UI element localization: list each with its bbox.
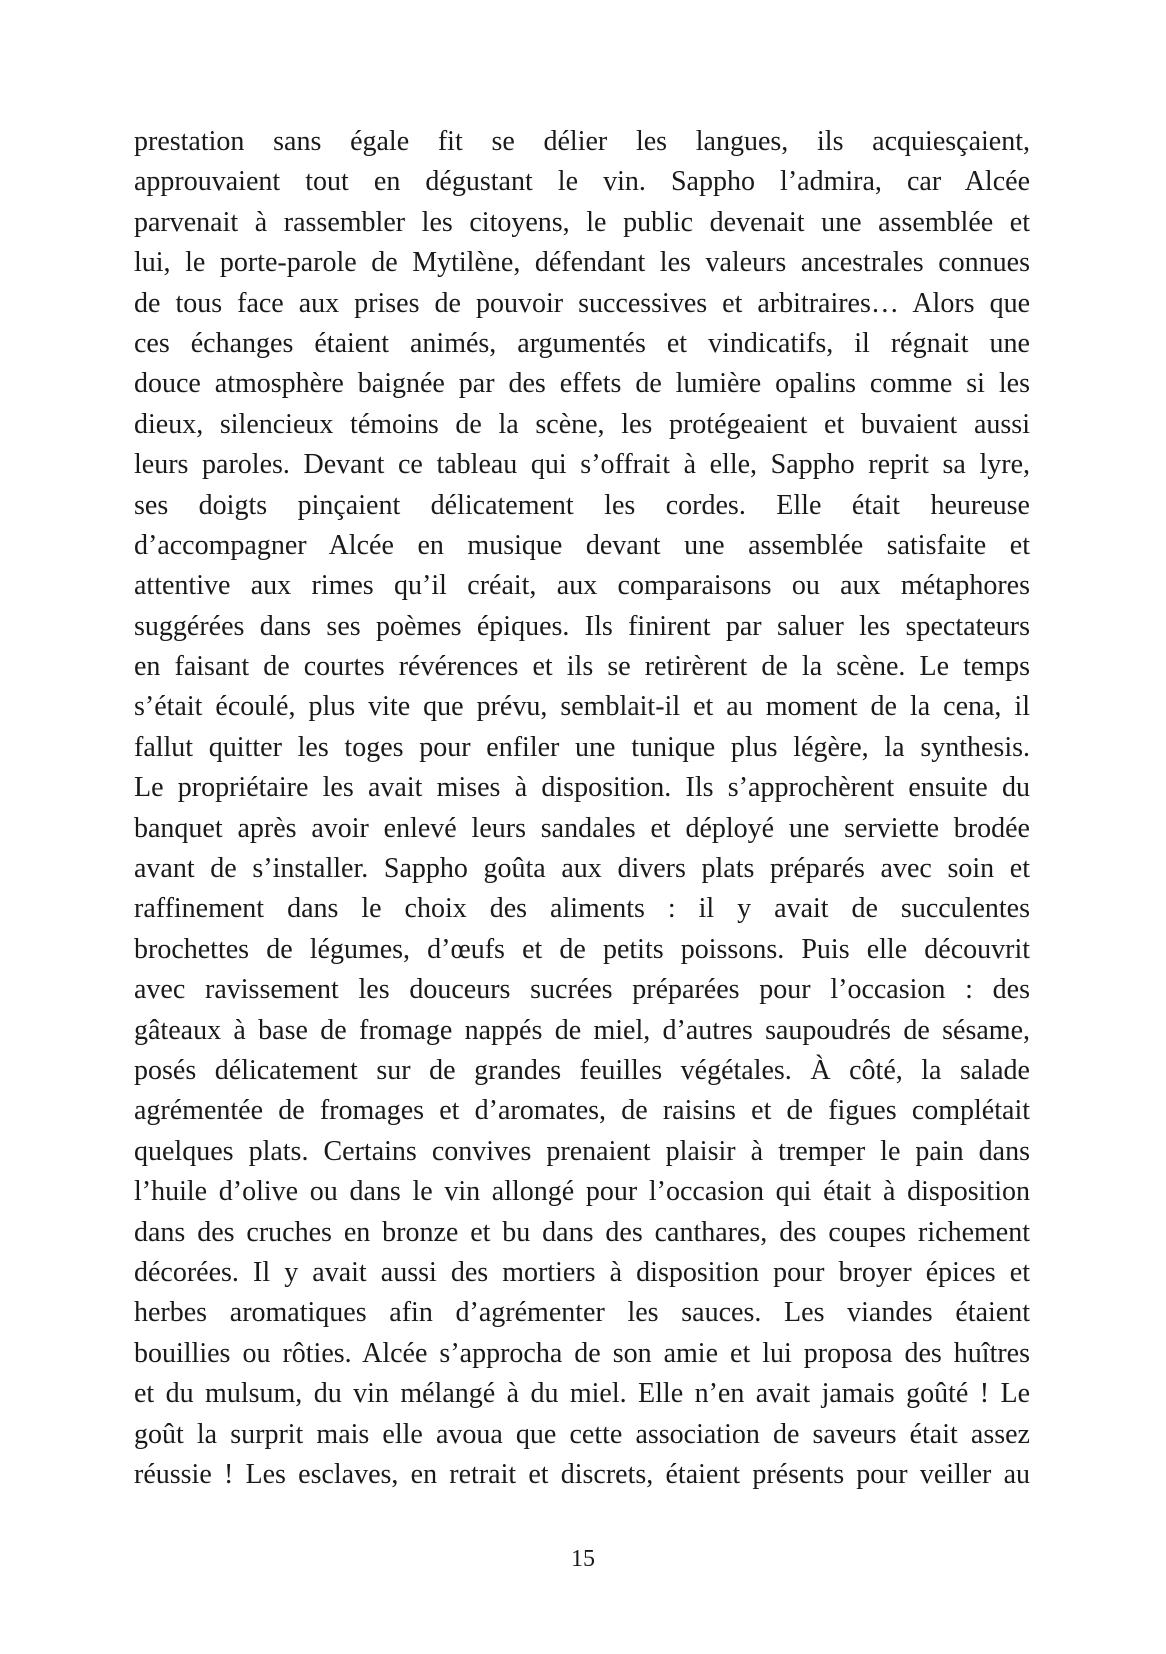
text-line: herbes aromatiques afin d’agrémenter les sauces. Les viandes étaient	[134, 1297, 1030, 1329]
text-line: Le propriétaire les avait mises à disposition. Ils s’approchèrent ensuite du	[134, 772, 1030, 804]
text-line: banquet après avoir enlevé leurs sandales et déployé une serviette brodée	[134, 812, 1030, 844]
text-line: dans des cruches en bronze et bu dans des canthares, des coupes richement	[134, 1216, 1030, 1248]
text-line: prestation sans égale fit se délier les langues, ils acquiesçaient,	[134, 126, 1030, 157]
text-line: dieux, silencieux témoins de la scène, les protégeaient et buvaient aussi	[134, 408, 1030, 440]
text-line: avant de s’installer. Sappho goûta aux divers plats préparés avec soin et	[134, 853, 1030, 885]
text-line: lui, le porte-parole de Mytilène, défendant les valeurs ancestrales connues	[134, 247, 1030, 279]
text-line: ces échanges étaient animés, argumentés et vindicatifs, il régnait une	[134, 327, 1030, 359]
text-line: douce atmosphère baignée par des effets de lumière opalins comme si les	[134, 368, 1030, 400]
text-line: décorées. Il y avait aussi des mortiers à disposition pour broyer épices et	[134, 1256, 1030, 1288]
text-line: goût la surprit mais elle avoua que cette association de saveurs était assez	[134, 1418, 1030, 1450]
text-line: fallut quitter les toges pour enfiler une tunique plus légère, la synthesis.	[134, 731, 1030, 763]
text-line: de tous face aux prises de pouvoir successives et arbitraires… Alors que	[134, 287, 1030, 319]
body-text	[134, 122, 1030, 1495]
text-line: et du mulsum, du vin mélangé à du miel. Elle n’en avait jamais goûté ! Le	[134, 1378, 1030, 1410]
text-line: raffinement dans le choix des aliments : il y avait de succulentes	[134, 893, 1030, 925]
text-line: ses doigts pinçaient délicatement les cordes. Elle était heureuse	[134, 489, 1030, 521]
text-line: agrémentée de fromages et d’aromates, de raisins et de figues complétait	[134, 1095, 1030, 1127]
text-line: suggérées dans ses poèmes épiques. Ils finirent par saluer les spectateurs	[134, 610, 1030, 642]
text-line: s’était écoulé, plus vite que prévu, semblait-il et au moment de la cena, il	[134, 691, 1030, 723]
text-line: l’huile d’olive ou dans le vin allongé pour l’occasion qui était à disposition	[134, 1176, 1030, 1208]
text-line: d’accompagner Alcée en musique devant une assemblée satisfaite et	[134, 529, 1030, 561]
text-line: bouillies ou rôties. Alcée s’approcha de son amie et lui proposa des huîtres	[134, 1337, 1030, 1369]
text-line: brochettes de légumes, d’œufs et de petits poissons. Puis elle découvrit	[134, 933, 1030, 965]
text-line: en faisant de courtes révérences et ils se retirèrent de la scène. Le temps	[134, 651, 1030, 683]
text-line: avec ravissement les douceurs sucrées préparées pour l’occasion : des	[134, 974, 1030, 1006]
text-line: quelques plats. Certains convives prenaient plaisir à tremper le pain dans	[134, 1135, 1030, 1167]
text-line: parvenait à rassembler les citoyens, le public devenait une assemblée et	[134, 206, 1030, 238]
page-number: 15	[571, 1546, 595, 1572]
text-line: posés délicatement sur de grandes feuilles végétales. À côté, la salade	[134, 1054, 1030, 1086]
text-line: approuvaient tout en dégustant le vin. Sappho l’admira, car Alcée	[134, 166, 1030, 198]
text-line: attentive aux rimes qu’il créait, aux comparaisons ou aux métaphores	[134, 570, 1030, 602]
text-line: gâteaux à base de fromage nappés de miel, d’autres saupoudrés de sésame,	[134, 1014, 1030, 1046]
text-line: réussie ! Les esclaves, en retrait et discrets, étaient présents pour veiller au	[134, 1458, 1030, 1490]
text-line: leurs paroles. Devant ce tableau qui s’offrait à elle, Sappho reprit sa lyre,	[134, 449, 1030, 481]
